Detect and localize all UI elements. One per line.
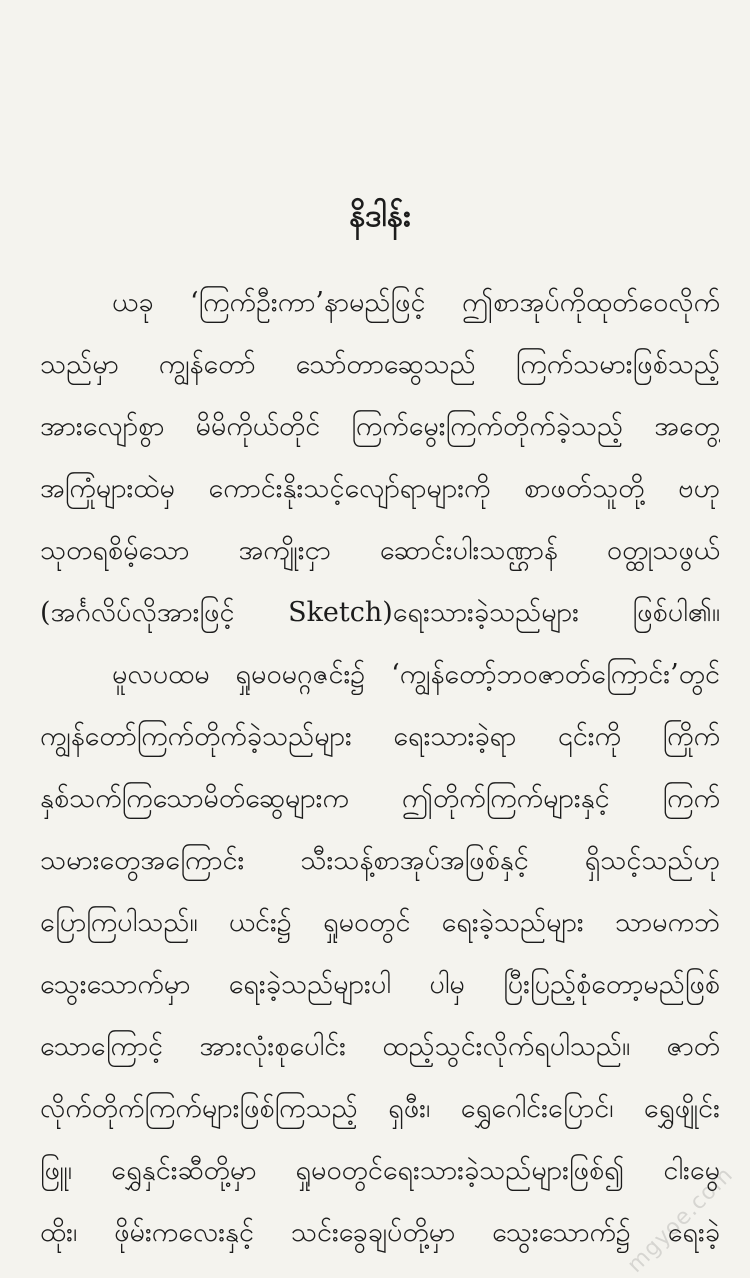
text-line: သမားတွေအကြောင်း သီးသန့်စာအုပ်အဖြစ်နှင့် ရှိသင့်သည်ဟု <box>40 845 720 876</box>
text-line: သုတရစိမ့်သော အကျိုးငှာ ဆောင်းပါးသဏ္ဌာန် ဝတ္ထုသဖွယ် <box>40 535 720 566</box>
text-line: အားလျော်စွာ မိမိကိုယ်တိုင် ကြက်မွေးကြက်တိုက်ခဲ့သည့် အတွေ့ <box>40 411 720 442</box>
page-content <box>40 186 720 1264</box>
text-line: ကျွန်တော်ကြက်တိုက်ခဲ့သည်များ ရေးသားခဲ့ရာ ၎င်းကို ကြိုက် <box>40 721 720 752</box>
text-line: အကြုံများထဲမှ ကောင်းနိုးသင့်လျော်ရာများကို စာဖတ်သူတို့ ဗဟု <box>40 473 720 504</box>
text-line: ပြောကြပါသည်။ ယင်း၌ ရှုမဝတွင် ရေးခဲ့သည်များ သာမကဘဲ <box>40 907 720 938</box>
watermark: mgyoe.com <box>622 1162 738 1278</box>
text-line: သည်မှာ ကျွန်တော် သော်တာဆွေသည် ကြက်သမားဖြစ်သည့် <box>40 349 720 380</box>
text-line: ယခု ‘ကြက်ဦးကာ’နာမည်ဖြင့် ဤစာအုပ်ကိုထုတ်ဝေလိုက် <box>112 287 720 318</box>
text-line: (အင်္ဂလိပ်လိုအားဖြင့် Sketch)ရေးသားခဲ့သည်များ ဖြစ်ပါ၏။ <box>40 597 720 628</box>
text-line: သွေးသောက်မှာ ရေးခဲ့သည်များပါ ပါမှ ပြီးပြည့်စုံတော့မည်ဖြစ် <box>40 969 720 1000</box>
chapter-title: နိဒါန်း <box>349 198 411 234</box>
text-line: နှစ်သက်ကြသောမိတ်ဆွေများက ဤတိုက်ကြက်များနှင့် ကြက် <box>40 783 720 814</box>
text-line: ဖြူ၊ ရွှေနှင်းဆီတို့မှာ ရှုမဝတွင်ရေးသားခဲ့သည်များဖြစ်၍ ငါးမွေ <box>40 1155 720 1186</box>
text-line: လိုက်တိုက်ကြက်များဖြစ်ကြသည့် ရှဖီး၊ ရွှေဂေါင်းပြောင်၊ ရွှေဖျိုင်း <box>40 1093 720 1124</box>
text-line: မူလပထမ ရှုမဝမဂ္ဂဇင်း၌ ‘ကျွန်တော့်ဘဝဇာတ်ကြောင်း’တွင် <box>112 659 720 690</box>
text-line: သောကြောင့် အားလုံးစုပေါင်း ထည့်သွင်းလိုက်ရပါသည်။ ဇာတ် <box>40 1031 720 1062</box>
text-line: ထိုး၊ ဖိုမ်းကလေးနှင့် သင်းခွေချပ်တို့မှာ သွေးသောက်၌ ရေးခဲ့ <box>40 1217 720 1248</box>
body-text <box>40 272 720 1264</box>
